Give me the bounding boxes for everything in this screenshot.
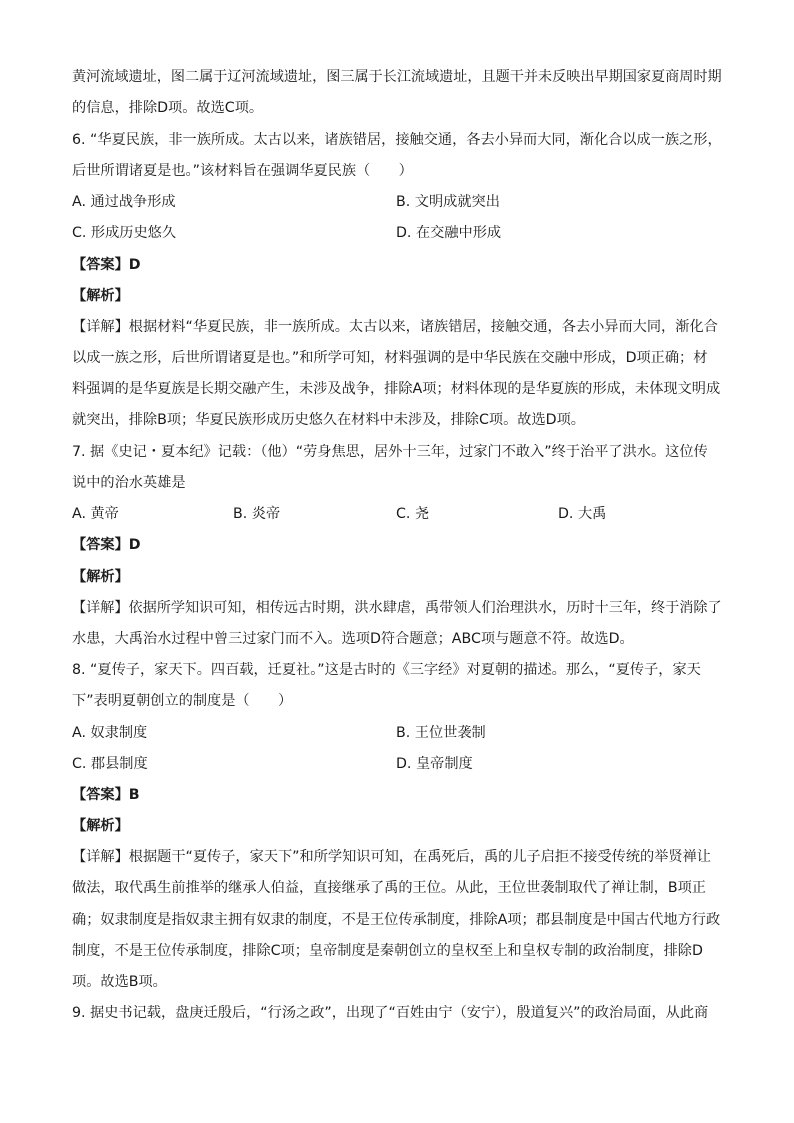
q6-option-c: C. 形成历史悠久 (72, 225, 177, 241)
question-8-stem: 8. “夏传子，家天下。四百载，迁夏社。”这是古时的《三字经》对夏朝的描述。那么，“夏传子，家天 (72, 662, 701, 678)
detail-text: 以成一族之形，后世所谓诸夏是也。”和所学可知，材料强调的是中华民族在交融中形成，D项正确；材 (72, 350, 708, 366)
analysis-label: 【解析】 (72, 569, 129, 585)
text-line: 的信息，排除D项。故选C项。 (72, 100, 264, 116)
answer-label: 【答案】D (72, 537, 141, 553)
detail-text: 料强调的是华夏族是长期交融产生，未涉及战争，排除A项；材料体现的是华夏族的形成，未体现文明成 (72, 381, 721, 397)
answer-label: 【答案】B (72, 787, 140, 803)
detail-text: 就突出，排除B项；华夏民族形成历史悠久在材料中未涉及，排除C项。故选D项。 (72, 412, 585, 428)
text-line: 黄河流域遗址，图二属于辽河流域遗址，图三属于长江流域遗址，且题干并未反映出早期国家夏商周时期 (72, 69, 722, 85)
question-7-stem: 说中的治水英雄是 (72, 475, 186, 491)
q6-option-d: D. 在交融中形成 (396, 225, 502, 241)
detail-text: 【详解】依据所学知识可知，相传远古时期，洪水肆虐，禹带领人们治理洪水，历时十三年，终于消除了 (72, 600, 722, 616)
q7-option-a: A. 黄帝 (72, 506, 119, 522)
question-6-stem: 后世所谓诸夏是也。”该材料旨在强调华夏民族（ ） (72, 163, 413, 179)
question-7-stem: 7. 据《史记・夏本纪》记载：（他）“劳身焦思，居外十三年，过家门不敢入”终于治平了洪水。这位传 (72, 444, 708, 460)
question-9-stem: 9. 据史书记载，盘庚迁殷后，“行汤之政”，出现了“百姓由宁（安宁），殷道复兴”的政治局面，从此商 (72, 1005, 709, 1021)
detail-text: 制度，不是王位传承制度，排除C项；皇帝制度是秦朝创立的皇权至上和皇权专制的政治制度，排除D (72, 943, 703, 959)
q8-option-b: B. 王位世袭制 (396, 725, 486, 741)
q8-option-a: A. 奴隶制度 (72, 725, 148, 741)
detail-text: 【详解】根据材料“华夏民族，非一族所成。太古以来，诸族错居，接触交通，各去小异而大同，渐化合 (72, 319, 718, 335)
detail-text: 做法，取代禹生前推举的继承人伯益，直接继承了禹的王位。从此，王位世袭制取代了禅让制，B项正 (72, 880, 706, 896)
analysis-label: 【解析】 (72, 288, 129, 304)
detail-text: 项。故选B项。 (72, 974, 167, 990)
q6-option-a: A. 通过战争形成 (72, 194, 176, 210)
analysis-label: 【解析】 (72, 818, 129, 834)
q7-option-d: D. 大禹 (558, 506, 607, 522)
detail-text: 【详解】根据题干“夏传子，家天下”和所学知识可知，在禹死后，禹的儿子启拒不接受传统的举贤禅让 (72, 849, 711, 865)
q7-option-c: C. 尧 (396, 506, 430, 522)
q6-option-b: B. 文明成就突出 (396, 194, 500, 210)
q8-option-d: D. 皇帝制度 (396, 756, 473, 772)
answer-label: 【答案】D (72, 257, 141, 273)
q7-option-b: B. 炎帝 (233, 506, 281, 522)
q8-option-c: C. 郡县制度 (72, 756, 148, 772)
question-6-stem: 6. “华夏民族，非一族所成。太古以来，诸族错居，接触交通，各去小异而大同，渐化合以成一族之形， (72, 132, 722, 148)
question-8-stem: 下”表明夏朝创立的制度是（ ） (72, 693, 293, 709)
detail-text: 水患，大禹治水过程中曾三过家门而不入。选项D符合题意；ABC项与题意不符。故选D。 (72, 631, 634, 647)
detail-text: 确；奴隶制度是指奴隶主拥有奴隶的制度，不是王位传承制度，排除A项；郡县制度是中国古代地方行政 (72, 912, 721, 928)
